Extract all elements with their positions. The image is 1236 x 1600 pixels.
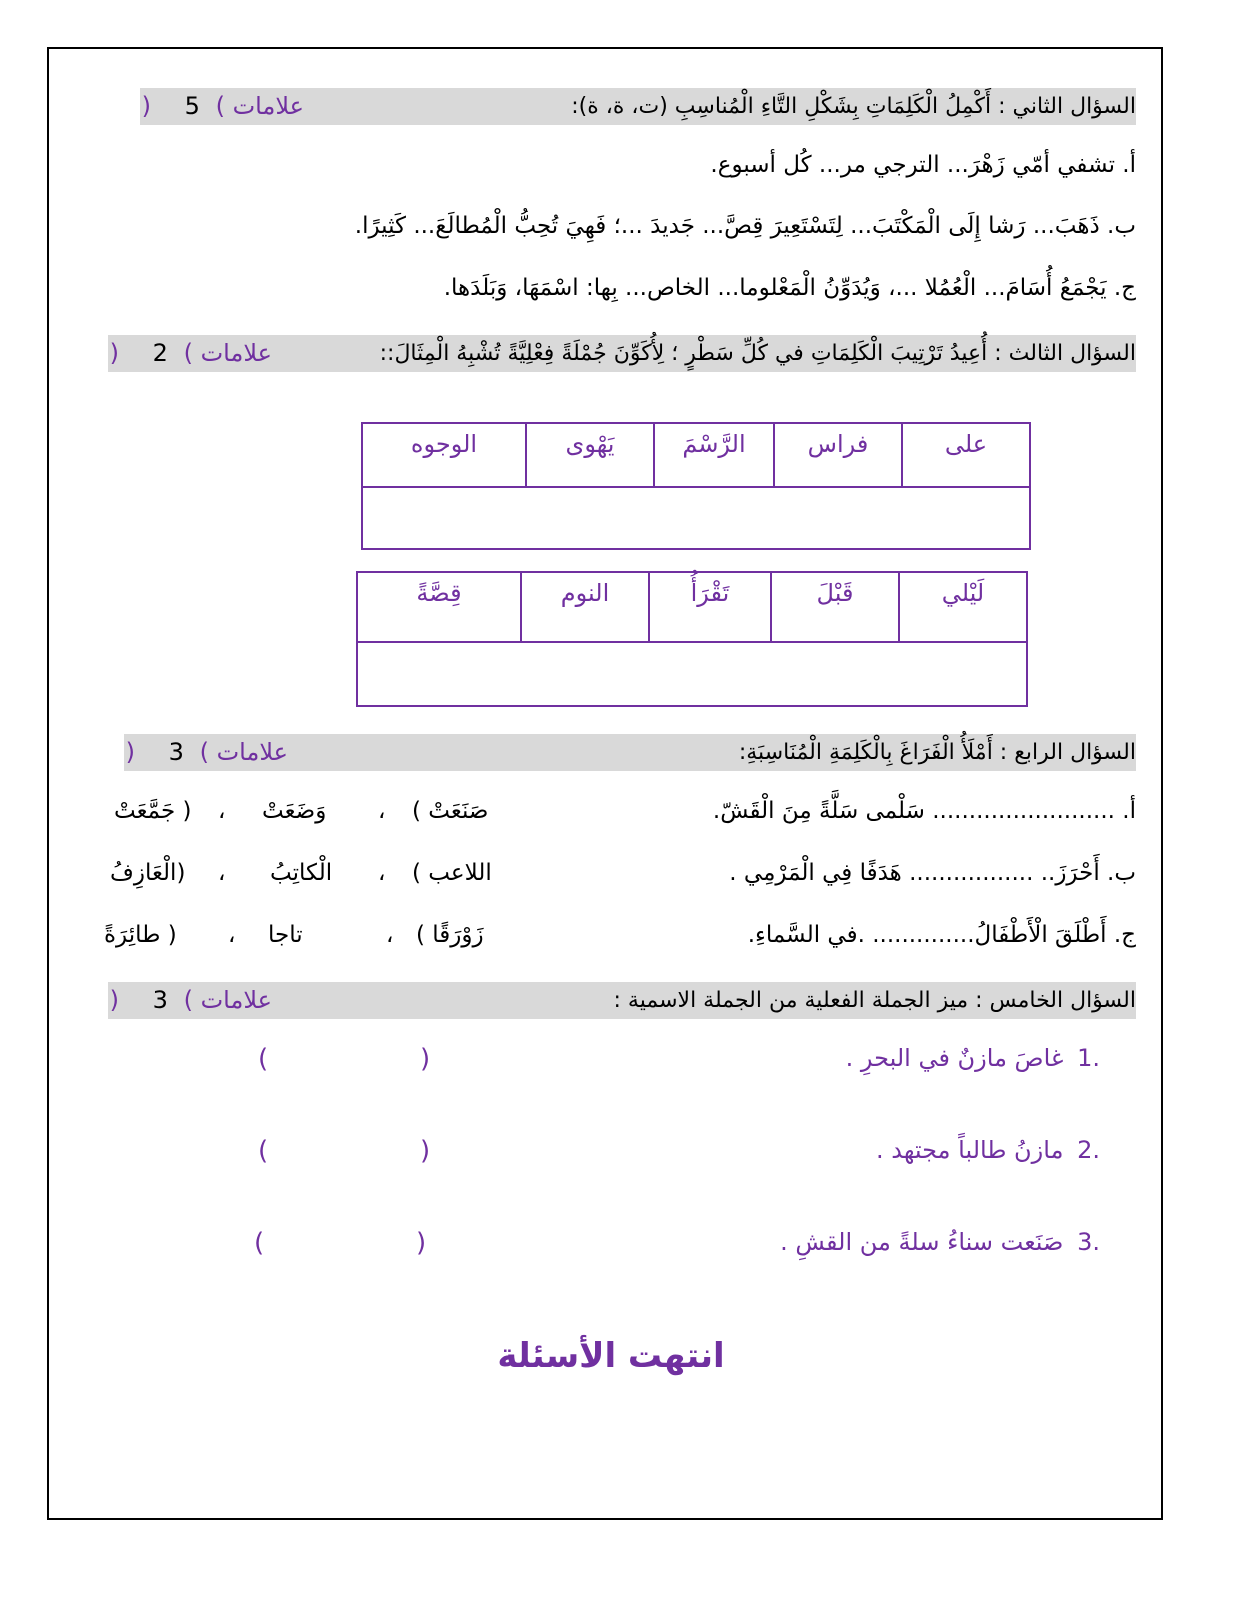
q2-line-b: ب. ذَهَبَ... رَشا إِلَى الْمَكْتَبَ... لِتَسْتَعِيرَ قِصَّ... جَديدَ ...؛ فَهِيَ تُحِبُّ الْمُطالَعَ... كَثِيرًا.	[354, 213, 1136, 239]
q3-marks-open: (	[109, 339, 120, 367]
q2-marks-word: علامات )	[215, 92, 304, 120]
q4-separator: ،	[218, 860, 226, 886]
q5-marks-num: 3	[152, 986, 168, 1014]
q5-item-number: .1	[1077, 1044, 1100, 1072]
q5-item-number: .2	[1077, 1136, 1100, 1164]
q3-word-cell: النوم	[521, 572, 649, 642]
q4-marks-word: علامات )	[199, 738, 288, 766]
q4-marks	[125, 734, 288, 771]
q4-choice: تاجا	[268, 922, 303, 948]
q3-word-cell: لَيْلي	[899, 572, 1027, 642]
q4-choice: ( اللاعب	[412, 860, 492, 886]
questions-ended-heading: انتهت الأسئلة	[497, 1336, 725, 1376]
q5-marks	[109, 982, 272, 1019]
q4-choice: الْعَازِفُ)	[110, 860, 186, 886]
q2-marks	[141, 88, 304, 125]
q3-answer-cell[interactable]	[362, 487, 1030, 549]
q5-item-1	[846, 1044, 1100, 1072]
q4-title: السؤال الرابع : أَمْلَأُ الْفَرَاغَ بِالْكَلِمَةِ الْمُنَاسِبَةِ:	[738, 740, 1136, 765]
q3-marks	[109, 335, 272, 372]
q3-word-cell: قِصَّةً	[357, 572, 521, 642]
q3-word-cell: فراس	[774, 423, 902, 487]
q4-marks-num: 3	[168, 738, 184, 766]
q5-marks-open: (	[109, 986, 120, 1014]
q2-line-a: أ. تشفي أمّي زَهْرَ... الترجي مر... كُل أسبوع.	[710, 152, 1136, 178]
q4-choice: الْكاتِبُ	[270, 860, 333, 886]
q4-choice: جَمَّعَتْ )	[114, 798, 192, 824]
q2-marks-num: 5	[184, 92, 200, 120]
q5-answer-paren-close[interactable]: )	[420, 1044, 431, 1074]
q5-answer-paren-close[interactable]: )	[420, 1136, 431, 1166]
q2-marks-open: (	[141, 92, 152, 120]
q3-title: السؤال الثالث : أُعِيدُ تَرْتِيبَ الْكَلِمَاتِ في كُلِّ سَطْرٍ ؛ لِأُكَوِّنَ جُمْلَةً فِعْلِيَّةً تُشْبِهُ الْمِثَالَ::	[379, 341, 1136, 366]
q4-sentence-c: ج. أَطْلَقَ الْأَطْفَالُ.............. .في السَّماءِ.	[747, 922, 1136, 948]
q5-answer-paren-open[interactable]: (	[258, 1044, 269, 1074]
q3-marks-num: 2	[152, 339, 168, 367]
q4-choice: ( زَوْرَقًا	[416, 922, 484, 948]
page-border	[47, 47, 1163, 1520]
q3-word-cell: تَقْرَأُ	[649, 572, 771, 642]
q5-item-text: مازنُ طالباً مجتهد .	[876, 1136, 1064, 1164]
q3-word-cell: قَبْلَ	[771, 572, 899, 642]
q3-word-table-2	[356, 571, 1028, 707]
q5-item-2	[876, 1136, 1100, 1164]
q4-choice: ( صَنَعَتْ	[412, 798, 489, 824]
q3-word-cell: على	[902, 423, 1030, 487]
q4-choice: وَضَعَتْ	[262, 798, 327, 824]
q3-answer-cell[interactable]	[357, 642, 1027, 706]
q4-separator: ،	[218, 798, 226, 824]
q5-item-text: غاصَ مازنٌ في البحرِ .	[845, 1044, 1064, 1072]
q4-separator: ،	[378, 860, 386, 886]
q4-sentence-b: ب. أَحْرَزَ.. ................. هَدَفًا فِي الْمَرْمِي .	[729, 860, 1136, 886]
q4-marks-open: (	[125, 738, 136, 766]
q4-separator: ،	[386, 922, 394, 948]
q5-marks-word: علامات )	[183, 986, 272, 1014]
q3-word-cell: الوجوه	[362, 423, 526, 487]
q4-separator: ،	[378, 798, 386, 824]
q4-separator: ،	[228, 922, 236, 948]
q2-title: السؤال الثاني : أَكْمِلُ الْكَلِمَاتِ بِشَكْلِ التَّاءِ الْمُناسِبِ (ت، ة، ة):	[571, 94, 1136, 119]
q4-choice: طائِرَةً )	[104, 922, 177, 948]
q5-item-number: .3	[1077, 1228, 1100, 1256]
q3-word-cell: يَهْوى	[526, 423, 654, 487]
q3-word-table-1	[361, 422, 1031, 550]
q5-item-text: صَنَعت سناءُ سلةً من القشِ .	[780, 1228, 1064, 1256]
q5-title: السؤال الخامس : ميز الجملة الفعلية من الجملة الاسمية :	[613, 988, 1136, 1013]
q3-word-cell: الرَّسْمَ	[654, 423, 774, 487]
q3-marks-word: علامات )	[183, 339, 272, 367]
q5-item-3	[780, 1228, 1100, 1256]
q5-answer-paren-open[interactable]: (	[254, 1228, 265, 1258]
q5-answer-paren-close[interactable]: )	[416, 1228, 427, 1258]
q4-sentence-a: أ. ......................... سَلْمى سَلَّةً مِنَ الْقَشّ.	[712, 798, 1136, 824]
q2-line-c: ج. يَجْمَعُ أُسَامَ... الْعُمُلا ...، وَيُدَوِّنُ الْمَعْلوما... الخاص... بِها: اسْمَهَا، وَبَلَدَها.	[443, 275, 1136, 301]
q5-answer-paren-open[interactable]: (	[258, 1136, 269, 1166]
